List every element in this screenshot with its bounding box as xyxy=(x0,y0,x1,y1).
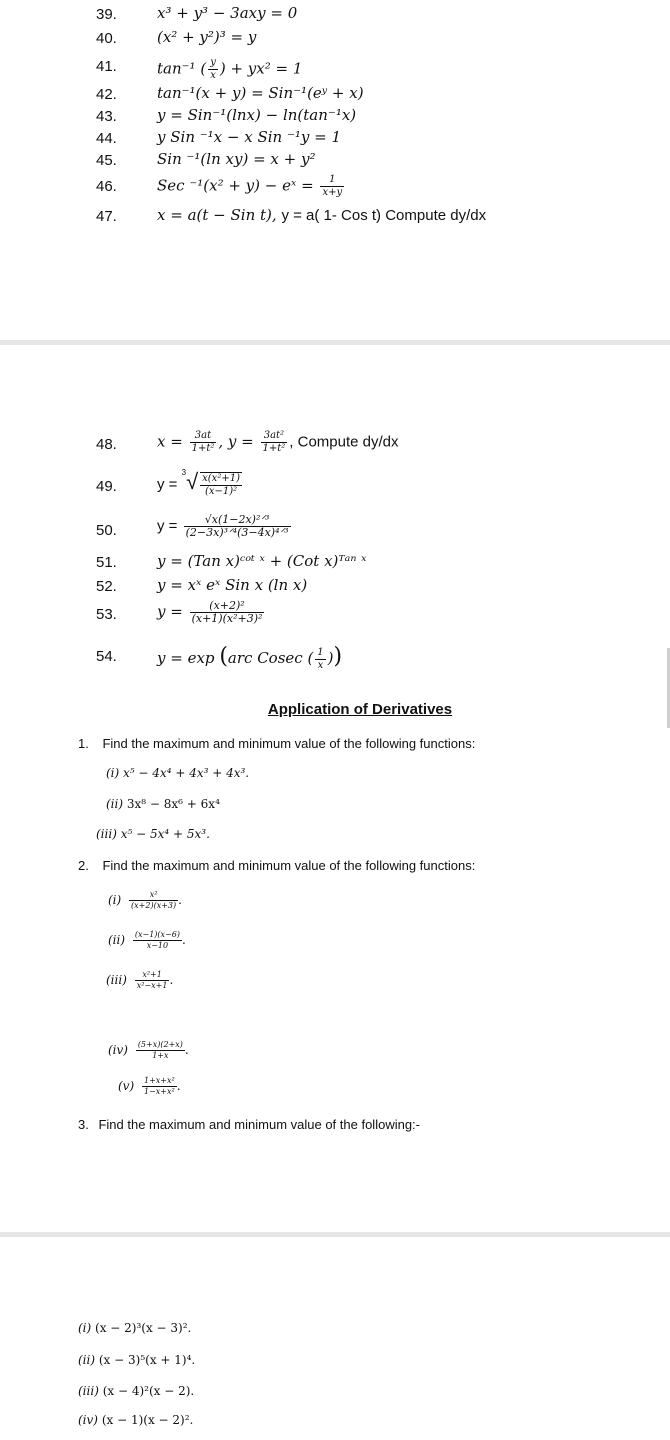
problem-equation: (x² + y²)³ = y xyxy=(157,28,257,46)
fraction-numerator: 1 xyxy=(317,646,324,658)
problem-number: 39. xyxy=(96,6,117,23)
fraction-denominator: (x+2)(x+3) xyxy=(131,901,177,910)
q3-item-iv xyxy=(78,1413,193,1427)
item-label: (v) xyxy=(118,1079,135,1093)
problem-equation: y = xˣ eˣ Sin x (ln x) xyxy=(157,576,308,594)
problem-number: 40. xyxy=(96,30,117,47)
fraction-denominator: 1+t² xyxy=(191,443,215,454)
question-number: 3. xyxy=(78,1117,89,1132)
problem-number: 51. xyxy=(96,554,117,571)
fraction-numerator: y xyxy=(210,57,216,68)
problem-number: 42. xyxy=(96,86,117,103)
fraction-denominator: 1−x+x² xyxy=(143,1087,175,1096)
equation-part: , y = xyxy=(218,432,254,451)
equation-part: + yx² = 1 xyxy=(230,59,303,78)
problem-41 xyxy=(0,55,670,79)
problem-46 xyxy=(0,174,670,198)
problem-53 xyxy=(0,598,670,625)
fraction-denominator: x xyxy=(210,70,216,81)
equation-part: , Compute dy/dx xyxy=(289,433,399,451)
equation-part: tan⁻¹ xyxy=(157,59,196,78)
fraction-numerator: 1 xyxy=(320,174,344,187)
problem-52 xyxy=(0,576,670,600)
problem-equation: y = $^3$√ $\frac{\text{x(x²+1)}}{\text{(x−1)²}}$ xyxy=(157,468,240,498)
q2-item-v xyxy=(118,1076,181,1097)
item-expression: (x − 3)⁵(x + 1)⁴. xyxy=(98,1353,196,1367)
fraction xyxy=(142,1076,177,1097)
fraction xyxy=(190,430,217,455)
problem-equation xyxy=(157,206,486,224)
problem-number: 44. xyxy=(96,130,117,147)
section-heading: Application of Derivatives xyxy=(267,701,453,718)
problem-equation xyxy=(157,174,346,199)
problem-equation: y = Sin⁻¹(lnx) − ln(tan⁻¹x) xyxy=(157,106,357,124)
equation-part: arc Cosec xyxy=(227,649,303,667)
problem-equation: x³ + y³ − 3axy = 0 xyxy=(157,4,298,22)
fraction-numerator: x²+1 xyxy=(135,970,170,981)
fraction-denominator: x²−x+1 xyxy=(136,981,168,990)
fraction-denominator: x−10 xyxy=(146,941,169,950)
fraction-numerator: x² xyxy=(129,890,178,901)
q3-item-ii xyxy=(78,1353,195,1367)
fraction xyxy=(136,1040,185,1061)
fraction-denominator: 1+t² xyxy=(262,443,286,454)
problem-equation: Sin ⁻¹(ln xy) = x + y² xyxy=(157,150,316,168)
fraction xyxy=(135,970,170,991)
question-1 xyxy=(78,736,475,751)
q2-item-i xyxy=(108,890,182,911)
problem-number: 43. xyxy=(96,108,117,125)
q1-item-i xyxy=(106,766,249,780)
problem-equation xyxy=(157,430,399,455)
problem-39 xyxy=(0,4,670,28)
item-label: (iv) xyxy=(78,1413,98,1427)
problem-equation xyxy=(157,514,293,539)
question-number: 2. xyxy=(78,858,89,873)
fraction xyxy=(129,890,178,911)
problem-number: 52. xyxy=(96,578,117,595)
fraction-denominator: x+y xyxy=(322,187,343,198)
problem-equation: tan⁻¹ ( $\frac{y}{x}$ ) + yx² = 1 xyxy=(157,57,303,81)
fraction xyxy=(184,514,291,539)
question-3 xyxy=(78,1117,420,1132)
q2-item-ii xyxy=(108,930,186,951)
item-expression: (x − 4)²(x − 2). xyxy=(102,1384,195,1398)
fraction-numerator: √x(1−2x)²ᐟ³ xyxy=(184,514,291,527)
item-end: . xyxy=(184,1043,189,1057)
problem-48 xyxy=(0,430,670,454)
page-divider xyxy=(0,340,670,345)
problem-number: 54. xyxy=(96,648,117,665)
problem-number: 47. xyxy=(96,208,117,225)
fraction-numerator: 3at xyxy=(190,430,217,443)
equation-part: Sec ⁻¹(x² + y) − eˣ = xyxy=(157,176,314,195)
item-label: (ii) xyxy=(78,1353,96,1367)
item-label: (iii) xyxy=(78,1384,99,1398)
item-end: . xyxy=(181,933,186,947)
problem-number: 45. xyxy=(96,152,117,169)
item-end: . xyxy=(176,1079,181,1093)
item-label: (i) xyxy=(108,893,122,907)
fraction xyxy=(190,600,265,625)
fraction-numerator: (5+x)(2+x) xyxy=(137,1040,183,1049)
item-expression: x⁵ − 5x⁴ + 5x³. xyxy=(120,827,210,841)
fraction-denominator: (2−3x)³ᐟ⁴(3−4x)⁴ᐟ³ xyxy=(185,526,289,539)
q1-item-iii xyxy=(96,827,210,841)
fraction xyxy=(320,174,344,199)
equation-part: y = xyxy=(157,602,183,621)
problem-44 xyxy=(0,128,670,152)
problem-number: 50. xyxy=(96,522,117,539)
problem-45 xyxy=(0,150,670,174)
equation-part: y = xyxy=(157,517,178,535)
problem-51 xyxy=(0,552,670,576)
question-text: Find the maximum and minimum value of the following functions: xyxy=(102,736,476,751)
problem-equation: tan⁻¹(x + y) = Sin⁻¹(eʸ + x) xyxy=(157,84,364,102)
item-end: . xyxy=(178,893,182,907)
question-number: 1. xyxy=(78,736,89,751)
problem-number: 49. xyxy=(96,478,117,495)
problem-equation xyxy=(157,600,266,625)
problem-equation: y = exp (arc Cosec ( $\frac{1}{x}$ )) xyxy=(157,644,343,671)
fraction-numerator: (x+2)² xyxy=(190,600,265,613)
problem-number: 53. xyxy=(96,606,117,623)
q1-item-ii xyxy=(106,797,220,811)
fraction xyxy=(208,57,218,82)
fraction-denominator: x xyxy=(317,659,324,671)
equation-part: x = a(t − Sin t), xyxy=(157,206,277,224)
problem-number: 46. xyxy=(96,178,117,195)
fraction xyxy=(200,472,242,498)
problem-equation: y = (Tan x)ᶜᵒᵗ ˣ + (Cot x)ᵀᵃⁿ ˣ xyxy=(157,552,367,570)
problem-49 xyxy=(0,466,670,498)
fraction-denominator: (x+1)(x²+3)² xyxy=(191,612,263,625)
equation-part: y = xyxy=(157,476,178,493)
item-label: (ii) xyxy=(106,797,124,811)
equation-part: x = xyxy=(157,432,183,451)
item-label: (iii) xyxy=(96,827,117,841)
fraction-numerator: 3at² xyxy=(261,430,288,443)
item-label: (iv) xyxy=(108,1043,128,1057)
item-label: (i) xyxy=(106,766,120,780)
problem-47 xyxy=(0,206,670,230)
fraction xyxy=(315,647,325,672)
fraction-numerator: (x−1)(x−6) xyxy=(134,930,180,939)
item-expression: (x − 1)(x − 2)². xyxy=(101,1413,194,1427)
problem-equation: y Sin ⁻¹x − x Sin ⁻¹y = 1 xyxy=(157,128,342,146)
q3-item-i xyxy=(78,1321,191,1335)
equation-part: y = exp xyxy=(157,649,215,667)
q2-item-iii xyxy=(106,970,173,991)
problem-40 xyxy=(0,28,670,52)
question-text: Find the maximum and minimum value of the following:- xyxy=(98,1117,420,1132)
q2-item-iv xyxy=(108,1040,189,1061)
fraction-denominator: 1+x xyxy=(152,1051,169,1060)
root-index: 3 xyxy=(181,468,187,477)
fraction-denominator: (x−1)² xyxy=(204,486,238,498)
problem-50 xyxy=(0,514,670,538)
item-label: (i) xyxy=(78,1321,92,1335)
problem-number: 48. xyxy=(96,436,117,453)
equation-part: y = a( 1- Cos t) Compute dy/dx xyxy=(281,207,487,224)
item-expression: (x − 2)³(x − 3)². xyxy=(95,1321,192,1335)
fraction-numerator: x(x²+1) xyxy=(202,473,240,485)
item-label: (ii) xyxy=(108,933,126,947)
fraction xyxy=(133,930,182,951)
problem-43 xyxy=(0,106,670,130)
page-divider xyxy=(0,1232,670,1237)
question-2 xyxy=(78,858,475,873)
question-text: Find the maximum and minimum value of the following functions: xyxy=(102,858,476,873)
item-expression: x⁵ − 4x⁴ + 4x³ + 4x³. xyxy=(123,766,250,780)
q3-item-iii xyxy=(78,1384,194,1398)
problem-42 xyxy=(0,84,670,108)
item-label: (iii) xyxy=(106,973,127,987)
problem-number: 41. xyxy=(96,58,117,75)
problem-54 xyxy=(0,642,670,672)
item-end: . xyxy=(169,973,174,987)
item-expression: 3x⁸ − 8x⁶ + 6x⁴ xyxy=(126,797,220,811)
fraction xyxy=(261,430,288,455)
fraction-numerator: 1+x+x² xyxy=(143,1076,175,1085)
